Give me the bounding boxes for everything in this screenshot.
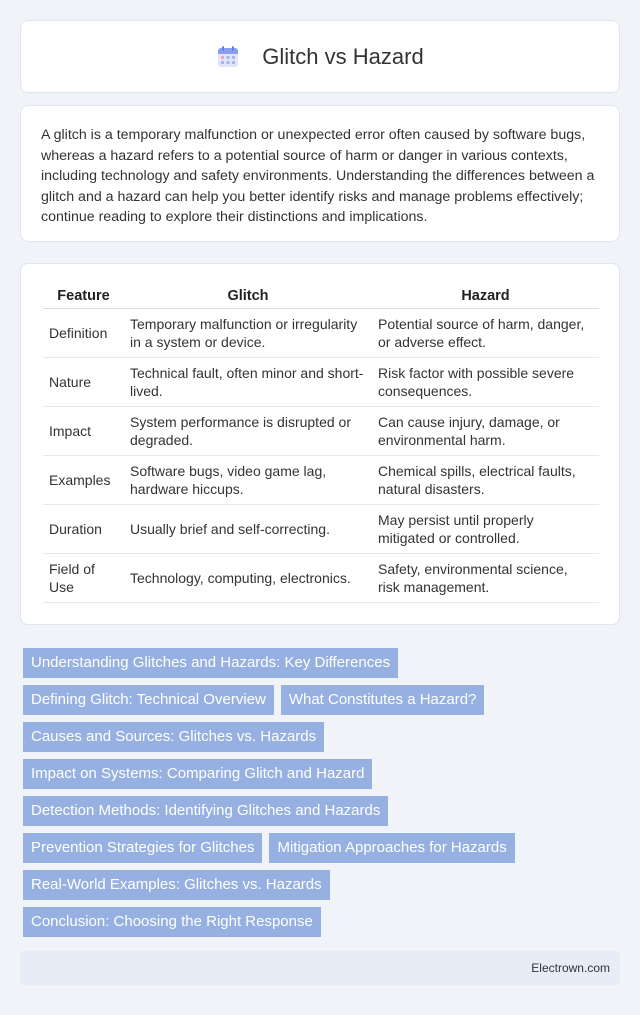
table-cell-feature: Impact xyxy=(43,406,124,455)
table-cell-glitch: Technology, computing, electronics. xyxy=(124,553,372,602)
title-wrap xyxy=(21,21,619,92)
comparison-table xyxy=(43,284,599,603)
footer xyxy=(20,951,620,985)
topic-link[interactable]: Detection Methods: Identifying Glitches and Hazards xyxy=(23,796,388,826)
column-header-glitch: Glitch xyxy=(124,284,372,308)
calendar-icon xyxy=(216,45,240,69)
table-row xyxy=(43,504,599,553)
table-row xyxy=(43,357,599,406)
intro-paragraph: A glitch is a temporary malfunction or unexpected error often caused by software bugs, whereas a hazard refers to a potential source of harm or danger in various contexts, including technology and safety environments. Understanding the differences between a glitch and a hazard can help you better identify risks and manage problems effectively; continue reading to explore their distinctions and implications. xyxy=(41,127,595,225)
table-cell-glitch: Technical fault, often minor and short-lived. xyxy=(124,357,372,406)
topic-link[interactable]: What Constitutes a Hazard? xyxy=(281,685,485,715)
table-row xyxy=(43,553,599,602)
table-row xyxy=(43,455,599,504)
table-cell-feature: Field of Use xyxy=(43,553,124,602)
table-cell-feature: Examples xyxy=(43,455,124,504)
table-cell-hazard: Potential source of harm, danger, or adverse effect. xyxy=(372,308,599,357)
topic-link[interactable]: Mitigation Approaches for Hazards xyxy=(269,833,514,863)
table-cell-glitch: Temporary malfunction or irregularity in a system or device. xyxy=(124,308,372,357)
topic-links xyxy=(23,648,603,937)
table-header-row xyxy=(43,284,599,308)
table-cell-hazard: Risk factor with possible severe consequences. xyxy=(372,357,599,406)
table-cell-feature: Definition xyxy=(43,308,124,357)
table-cell-glitch: Software bugs, video game lag, hardware hiccups. xyxy=(124,455,372,504)
topic-link[interactable]: Real-World Examples: Glitches vs. Hazards xyxy=(23,870,330,900)
topic-link[interactable]: Conclusion: Choosing the Right Response xyxy=(23,907,321,937)
table-cell-hazard: May persist until properly mitigated or controlled. xyxy=(372,504,599,553)
topic-link[interactable]: Defining Glitch: Technical Overview xyxy=(23,685,274,715)
table-row xyxy=(43,406,599,455)
table-cell-hazard: Chemical spills, electrical faults, natural disasters. xyxy=(372,455,599,504)
table-cell-glitch: Usually brief and self-correcting. xyxy=(124,504,372,553)
column-header-feature: Feature xyxy=(43,284,124,308)
table-cell-feature: Nature xyxy=(43,357,124,406)
table-cell-hazard: Can cause injury, damage, or environmental harm. xyxy=(372,406,599,455)
comparison-table-card xyxy=(20,263,620,625)
topic-link[interactable]: Prevention Strategies for Glitches xyxy=(23,833,262,863)
header-card xyxy=(20,20,620,93)
table-cell-glitch: System performance is disrupted or degraded. xyxy=(124,406,372,455)
topic-link[interactable]: Impact on Systems: Comparing Glitch and Hazard xyxy=(23,759,372,789)
table-cell-feature: Duration xyxy=(43,504,124,553)
column-header-hazard: Hazard xyxy=(372,284,599,308)
table-row xyxy=(43,308,599,357)
page-title: Glitch vs Hazard xyxy=(262,43,424,69)
table-cell-hazard: Safety, environmental science, risk management. xyxy=(372,553,599,602)
topic-link[interactable]: Understanding Glitches and Hazards: Key Differences xyxy=(23,648,398,678)
intro-card xyxy=(20,105,620,242)
footer-site-link[interactable]: Electrown.com xyxy=(531,961,610,975)
topic-link[interactable]: Causes and Sources: Glitches vs. Hazards xyxy=(23,722,324,752)
